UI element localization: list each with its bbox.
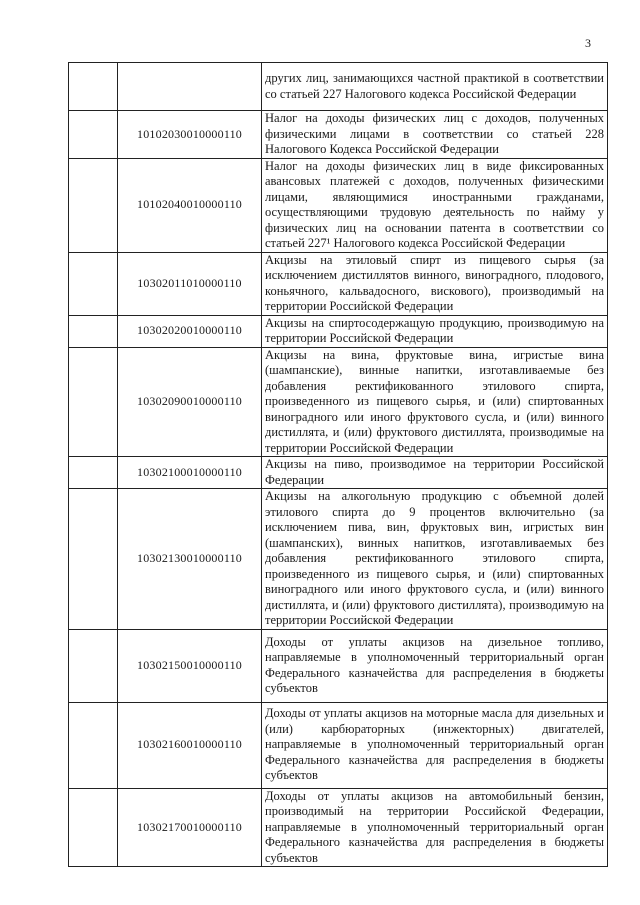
code-cell bbox=[118, 63, 262, 111]
code-cell: 10102030010000110 bbox=[118, 111, 262, 159]
empty-cell bbox=[69, 111, 118, 159]
table-row bbox=[69, 457, 608, 489]
empty-cell bbox=[69, 457, 118, 489]
code-cell: 10302020010000110 bbox=[118, 315, 262, 347]
empty-cell bbox=[69, 315, 118, 347]
code-cell: 10302100010000110 bbox=[118, 457, 262, 489]
table-row bbox=[69, 252, 608, 315]
empty-cell bbox=[69, 702, 118, 788]
page-number: 3 bbox=[585, 36, 591, 50]
empty-cell bbox=[69, 158, 118, 252]
table-row bbox=[69, 315, 608, 347]
name-cell: Доходы от уплаты акцизов на дизельное топливо, направляемые в уполномоченный территориальный орган Федерального казначейства для распределения в бюджеты субъектов bbox=[262, 629, 608, 702]
name-cell: других лиц, занимающихся частной практикой в соответствии со статьей 227 Налогового кодекса Российской Федерации bbox=[262, 63, 608, 111]
empty-cell bbox=[69, 347, 118, 457]
name-cell: Налог на доходы физических лиц с доходов, полученных физическими лицами в соответствии со статьей 228 Налогового Кодекса Российской Федерации bbox=[262, 111, 608, 159]
table-row bbox=[69, 347, 608, 457]
income-codes-table bbox=[68, 62, 608, 867]
name-cell: Доходы от уплаты акцизов на автомобильный бензин, производимый на территории Российской Федерации, направляемые в уполномоченный территориальный орган Федерального казначейства для распределения в бюджеты субъектов bbox=[262, 788, 608, 867]
code-cell: 10302130010000110 bbox=[118, 489, 262, 630]
empty-cell bbox=[69, 788, 118, 867]
name-cell: Акцизы на вина, фруктовые вина, игристые вина (шампанские), винные напитки, изготавливаемые без добавления ректификованного этилового спирта, произведенного из пищевого сырья, и (или) спиртованных виноградного или иного фруктового сусла, и (или) винного дистиллята, и (или) фруктового дистиллята, производимые на территории Российской Федерации bbox=[262, 347, 608, 457]
table-row bbox=[69, 158, 608, 252]
code-cell: 10302011010000110 bbox=[118, 252, 262, 315]
name-cell: Налог на доходы физических лиц в виде фиксированных авансовых платежей с доходов, полученных физическими лицами, являющимися иностранными гражданами, осуществляющими трудовую деятельность по найму у физических лиц на основании патента в соответствии со статьей 227¹ Налогового кодекса Российской Федерации bbox=[262, 158, 608, 252]
code-cell: 10302090010000110 bbox=[118, 347, 262, 457]
code-cell: 10102040010000110 bbox=[118, 158, 262, 252]
name-cell: Доходы от уплаты акцизов на моторные масла для дизельных и (или) карбюраторных (инжекторных) двигателей, направляемые в уполномоченный территориальный орган Федерального казначейства для распределения в бюджеты субъектов bbox=[262, 702, 608, 788]
name-cell: Акцизы на алкогольную продукцию с объемной долей этилового спирта до 9 процентов включительно (за исключением пива, вин, фруктовых вин, игристых вин (шампанских), винных напитков, изготавливаемых без добавления ректификованного этилового спирта, произведенного из пищевого сырья, и (или) спиртованных виноградного или иного фруктового сусла, и (или) винного дистиллята, и (или) фруктового дистиллята), производимую на территории Российской Федерации bbox=[262, 489, 608, 630]
table-row bbox=[69, 63, 608, 111]
code-cell: 10302170010000110 bbox=[118, 788, 262, 867]
table-row bbox=[69, 788, 608, 867]
table-row bbox=[69, 111, 608, 159]
code-cell: 10302160010000110 bbox=[118, 702, 262, 788]
table-row bbox=[69, 702, 608, 788]
empty-cell bbox=[69, 629, 118, 702]
name-cell: Акцизы на спиртосодержащую продукцию, производимую на территории Российской Федерации bbox=[262, 315, 608, 347]
table-row bbox=[69, 489, 608, 630]
name-cell: Акцизы на этиловый спирт из пищевого сырья (за исключением дистиллятов винного, виноградного, плодового, коньячного, кальвадосного, вискового), производимый на территории Российской Федерации bbox=[262, 252, 608, 315]
name-cell: Акцизы на пиво, производимое на территории Российской Федерации bbox=[262, 457, 608, 489]
empty-cell bbox=[69, 63, 118, 111]
code-cell: 10302150010000110 bbox=[118, 629, 262, 702]
empty-cell bbox=[69, 489, 118, 630]
empty-cell bbox=[69, 252, 118, 315]
table-row bbox=[69, 629, 608, 702]
